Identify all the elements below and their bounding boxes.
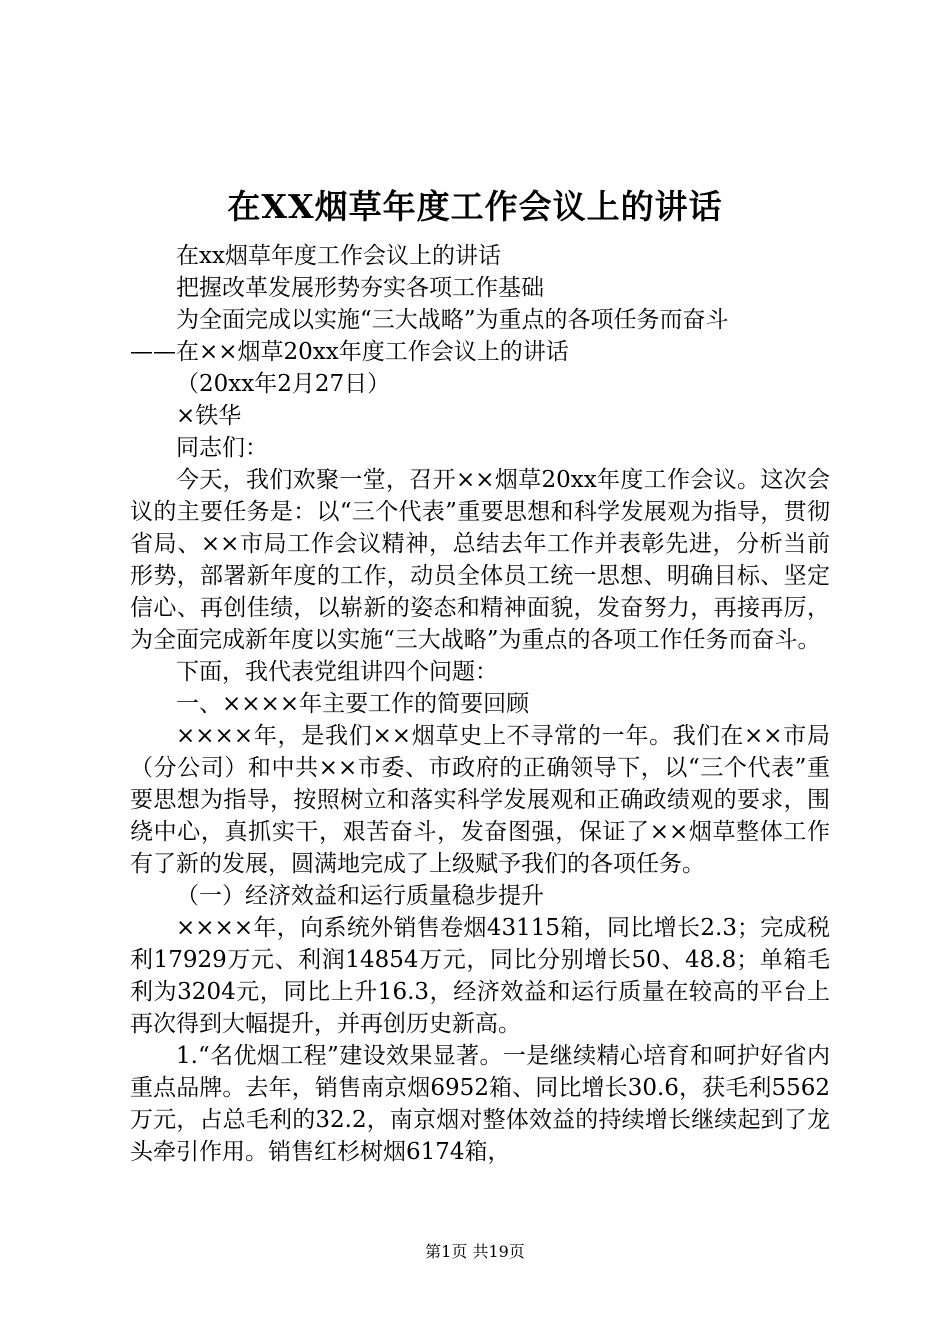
paragraph-date: （20xx年2月27日） xyxy=(176,371,391,397)
paragraph-heading-repeat: 在xx烟草年度工作会议上的讲话 xyxy=(176,243,501,269)
page-number-footer: 第1页 共19页 xyxy=(425,1242,525,1261)
paragraph-slogan: 为全面完成以实施“三大战略”为重点的各项任务而奋斗 xyxy=(176,307,729,333)
paragraph-opening: 今天，我们欢聚一堂，召开××烟草20xx年度工作会议。这次会议的主要任务是：以“三个代表”重要思想和科学发展观为指导，贯彻省局、××市局工作会议精神，总结去年工作并表彰先进，分析当前形势，部署新年度的工作，动员全体员工统一思想、明确目标、坚定信心、再创佳绩，以崭新的姿态和精神面貌，发奋努力，再接再厉，为全面完成新年度以实施“三大战略”为重点的各项工作任务而奋斗。 xyxy=(130,467,830,653)
document-body xyxy=(130,240,830,1168)
paragraph-economics-figures: ××××年，向系统外销售卷烟43115箱，同比增长2.3；完成税利17929万元、利润14854万元，同比分别增长50、48.8；单箱毛利为3204元，同比上升16.3，经济效益和运行质量在较高的平台上再次得到大幅提升，并再创历史新高。 xyxy=(130,915,830,1037)
paragraph-agenda: 下面，我代表党组讲四个问题： xyxy=(176,659,498,685)
document-title: 在XX烟草年度工作会议上的讲话 xyxy=(227,187,723,226)
paragraph-speaker: ×铁华 xyxy=(176,403,242,429)
paragraph-subtitle: 把握改革发展形势夯实各项工作基础 xyxy=(176,275,544,301)
subsection-heading-economics: （一）经济效益和运行质量稳步提升 xyxy=(176,883,544,909)
paragraph-salutation: 同志们： xyxy=(176,435,268,461)
paragraph-review-summary: ××××年，是我们××烟草史上不寻常的一年。我们在××市局（分公司）和中共××市委、市政府的正确领导下，以“三个代表”重要思想为指导，按照树立和落实科学发展观和正确政绩观的要求，围绕中心，真抓实干，艰苦奋斗，发奋图强，保证了××烟草整体工作有了新的发展，圆满地完成了上级赋予我们的各项任务。 xyxy=(130,723,830,877)
section-heading-review: 一、××××年主要工作的简要回顾 xyxy=(176,691,530,717)
paragraph-brand-project: 1.“名优烟工程”建设效果显著。一是继续精心培育和呵护好省内重点品牌。去年，销售南京烟6952箱、同比增长30.6，获毛利5562万元，占总毛利的32.2，南京烟对整体效益的持续增长继续起到了龙头牵引作用。销售红杉树烟6174箱， xyxy=(130,1043,830,1165)
paragraph-occasion: ——在××烟草20xx年度工作会议上的讲话 xyxy=(130,339,569,365)
